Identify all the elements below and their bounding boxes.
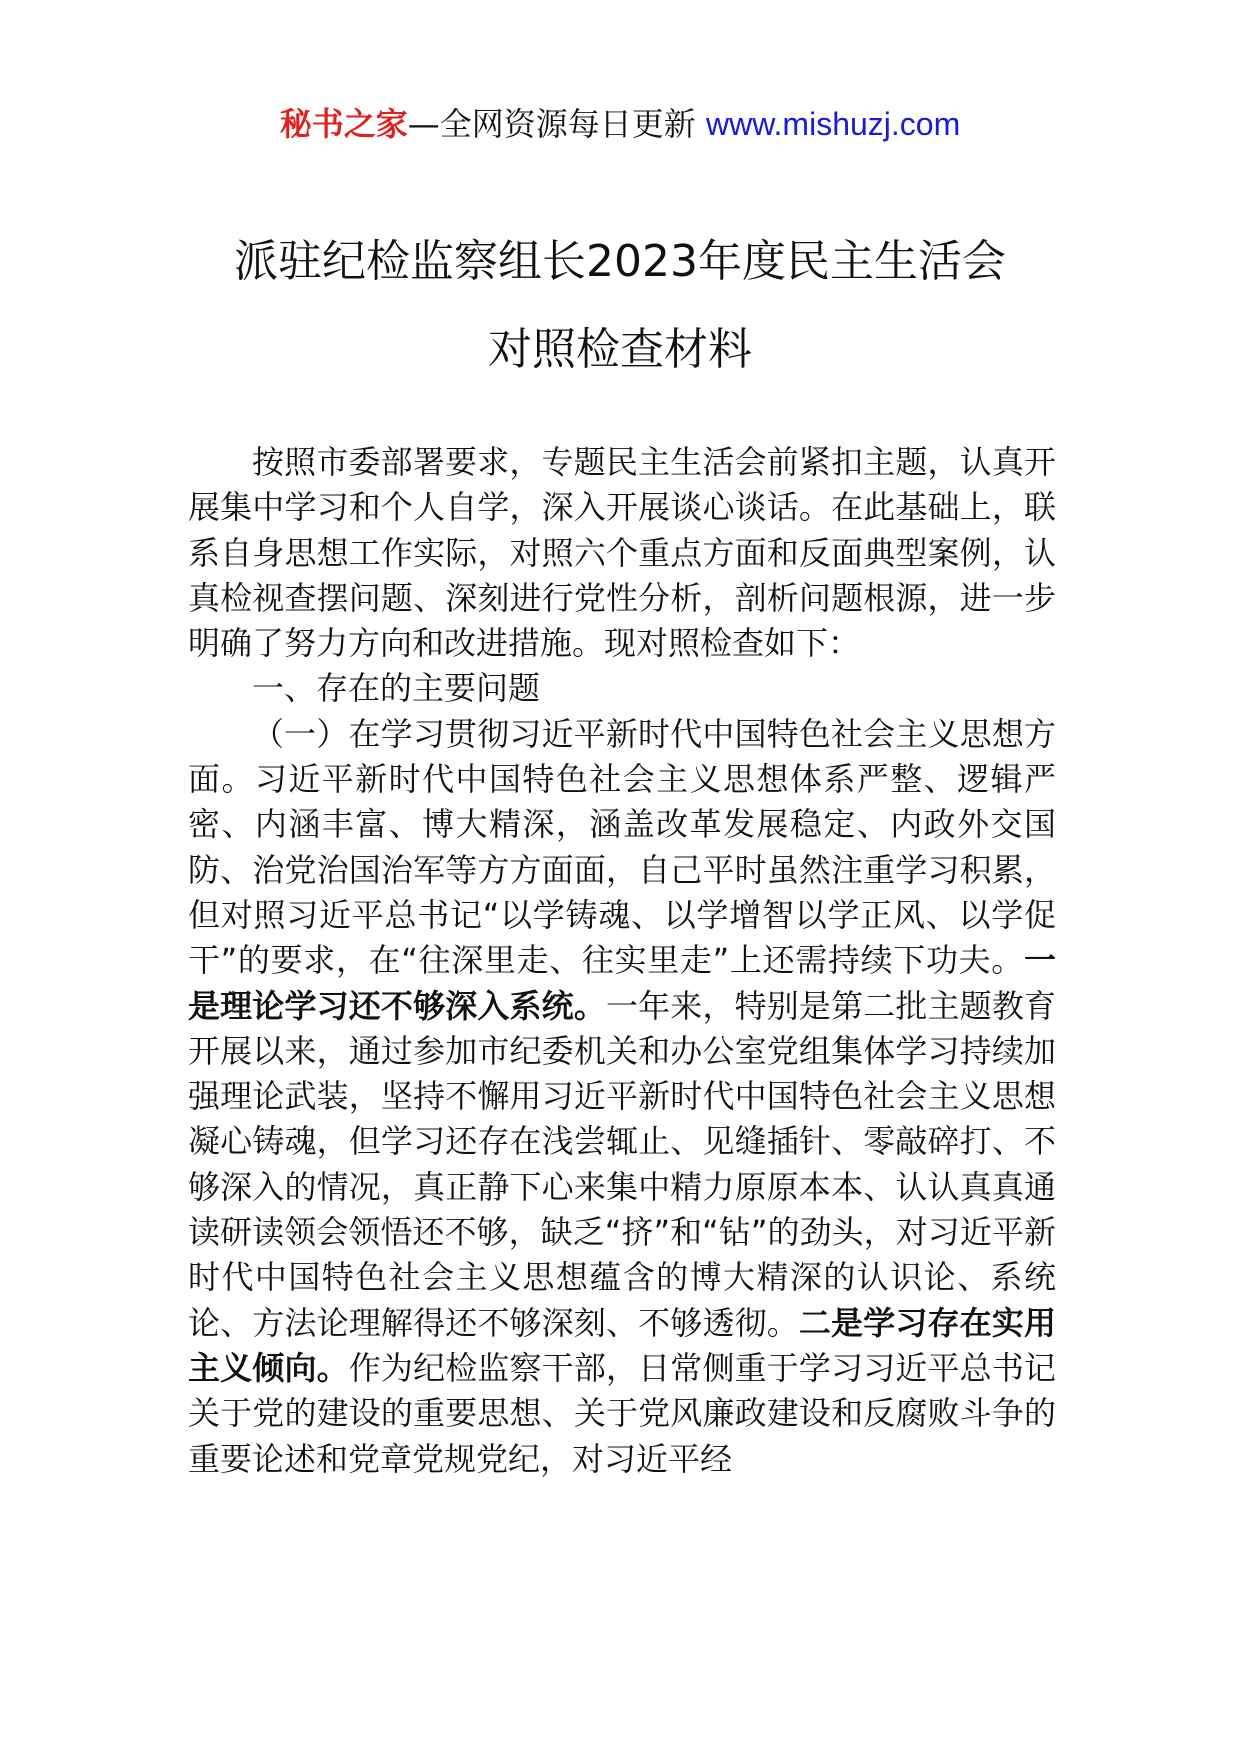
section-heading: 一、存在的主要问题 (252, 669, 541, 708)
site-header (0, 100, 1240, 148)
body-paragraph (188, 712, 1056, 1482)
paragraph-text: 一年来，特别是第二批主题教育开展以来，通过参加市纪委机关和办公室党组集体学习持续加强理论武装，坚持不懈用习近平新时代中国特色社会主义思想凝心铸魂，但学习还存在浅尝辄止、见缝插针、零敲碎打、不够深入的情况，真正静下心来集中精力原原本本、认认真真通读研读领会领悟还不够，缺乏“挤”和“钻”的劲头，对习近平新时代中国特色社会主义思想蕴含的博大精深的认识论、系统论、方法论理解得还不够深刻、不够透彻。 (188, 986, 1056, 1342)
header-slogan: 全网资源每日更新 (439, 105, 696, 143)
paragraph-text: （一）在学习贯彻习近平新时代中国特色社会主义思想方面。习近平新时代中国特色社会主义思想体系严整、逻辑严密、内涵丰富、博大精深，涵盖改革发展稳定、内政外交国防、治党治国治军等方方面面，自己平时虽然注重学习积累，但对照习近平总书记“以学铸魂、以学增智以学正风、以学促干”的要求，在“往深里走、往实里走”上还需持续下功夫。 (188, 714, 1056, 980)
document-title-line-2: 对照检查材料 (488, 324, 752, 375)
document-title-line-1: 派驻纪检监察组长2023年度民主生活会 (234, 236, 1006, 287)
intro-paragraph: 按照市委部署要求，专题民主生活会前紧扣主题，认真开展集中学习和个人自学，深入开展谈心谈话。在此基础上，联系自身思想工作实际，对照六个重点方面和反面典型案例，认真检视查摆问题、深刻进行党性分析，剖析问题根源，进一步明确了努力方向和改进措施。现对照检查如下： (188, 443, 1056, 663)
bold-point-1: 一是理论学习还不够深入系统。 (188, 941, 1056, 1025)
header-separator: — (407, 105, 440, 143)
paragraph-text: 作为纪检监察干部，日常侧重于学习习近平总书记关于党的建设的重要思想、关于党风廉政建设和反腐败斗争的重要论述和党章党规党纪，对习近平经 (188, 1348, 1056, 1478)
document-body (188, 440, 1056, 1482)
bold-point-2: 二是学习存在实用主义倾向。 (188, 1303, 1056, 1387)
site-url-link[interactable]: www.mishuzj.com (705, 106, 961, 142)
brand-name: 秘书之家 (279, 105, 408, 143)
